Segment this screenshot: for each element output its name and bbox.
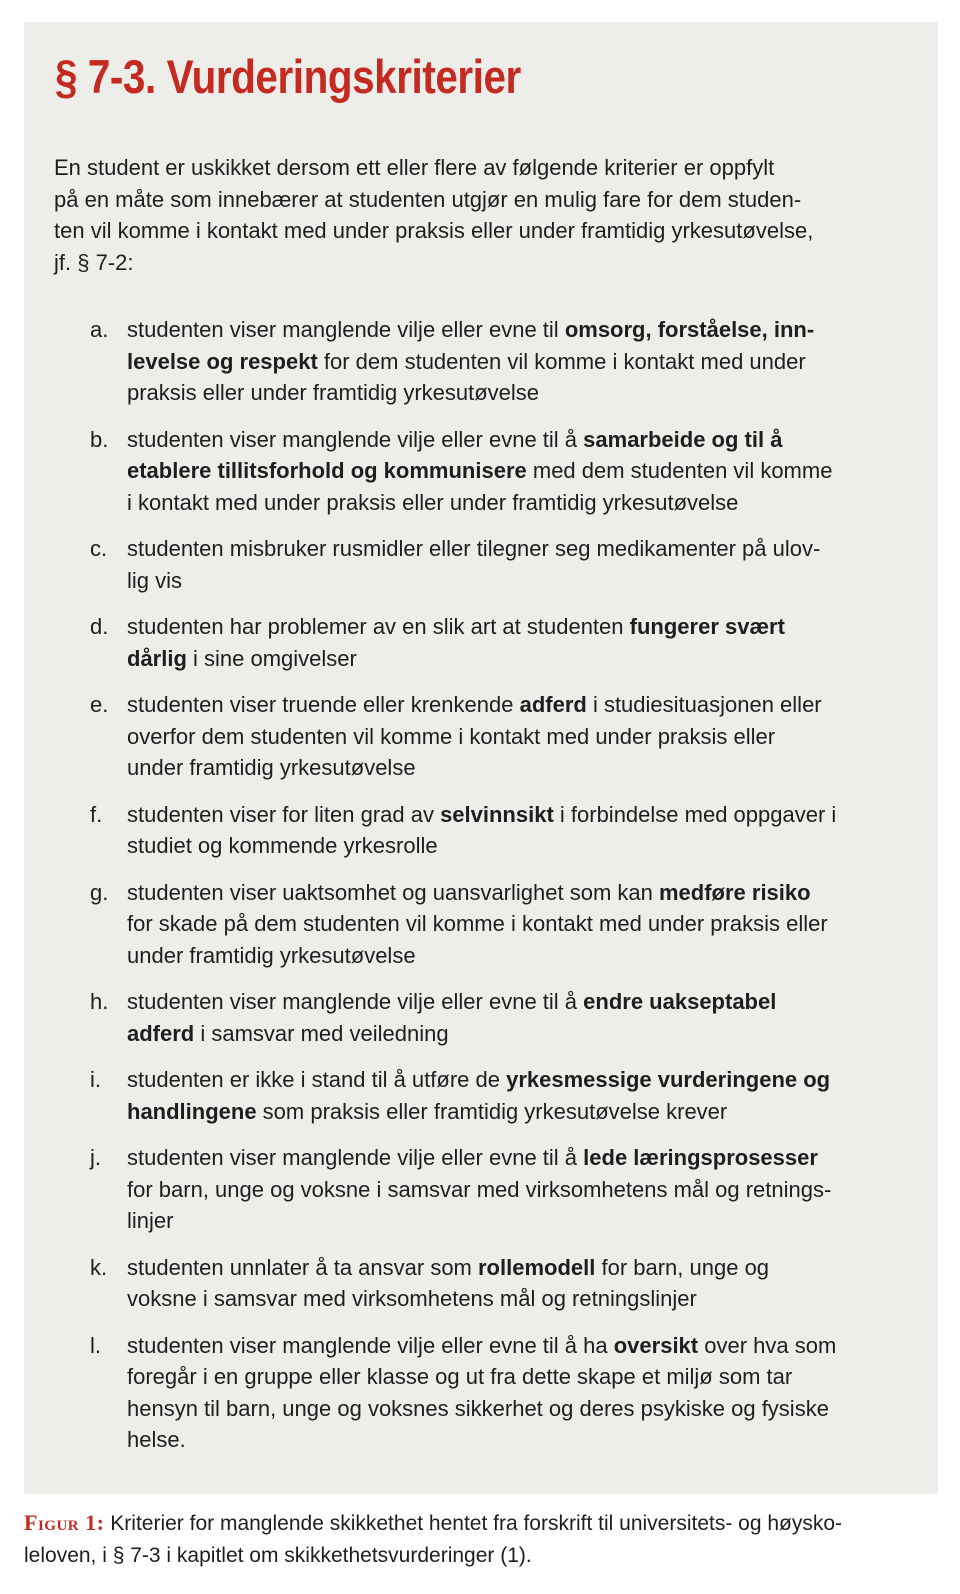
criteria-line bbox=[127, 1252, 930, 1284]
caption-line bbox=[24, 1507, 944, 1540]
criteria-line bbox=[127, 1064, 930, 1096]
caption-line: leloven, i § 7-3 i kapitlet om skikkethetsvurderinger (1). bbox=[24, 1543, 532, 1567]
criteria-item bbox=[90, 689, 930, 784]
criteria-line bbox=[127, 314, 930, 346]
criteria-text: studenten er ikke i stand til å utføre de bbox=[127, 1067, 507, 1092]
criteria-text: under framtidig yrkesutøvelse bbox=[127, 942, 416, 968]
criteria-text: med dem studenten vil komme bbox=[526, 458, 833, 483]
section-title: § 7-3. Vurderingskriterier bbox=[55, 50, 521, 103]
intro-line: på en måte som innebærer at studenten utgjør en mulig fare for dem studen- bbox=[54, 186, 802, 212]
criteria-item bbox=[90, 424, 930, 519]
criteria-text: praksis eller under framtidig yrkesutøvelse bbox=[127, 380, 540, 405]
criteria-text: hensyn til barn, unge og voksnes sikkerhet og deres psykiske og fysiske bbox=[127, 1395, 829, 1421]
criteria-keyword: endre uakseptabel bbox=[583, 989, 777, 1014]
figure-label: Figur 1: bbox=[24, 1510, 105, 1535]
criteria-item bbox=[90, 533, 930, 596]
criteria-text: studenten viser manglende vilje eller evne til å bbox=[127, 426, 584, 452]
criteria-item bbox=[90, 1064, 930, 1127]
criteria-marker: i. bbox=[90, 1067, 101, 1092]
criteria-marker: e. bbox=[90, 692, 109, 717]
caption-text: Kriterier for manglende skikkethet hentet fra forskrift til universitets- og høysko- bbox=[104, 1512, 843, 1535]
criteria-text: for dem studenten vil komme i kontakt med under bbox=[317, 348, 806, 374]
criteria-line bbox=[127, 986, 930, 1018]
criteria-text: for barn, unge og bbox=[595, 1254, 770, 1280]
criteria-line bbox=[127, 455, 930, 487]
criteria-text: i forbindelse med oppgaver i bbox=[553, 801, 837, 827]
criteria-marker: b. bbox=[90, 426, 109, 452]
criteria-item bbox=[90, 986, 930, 1049]
criteria-keyword: adferd bbox=[127, 1020, 195, 1046]
criteria-text: i kontakt med under praksis eller under framtidig yrkesutøvelse bbox=[127, 489, 739, 515]
criteria-keyword: selvinnsikt bbox=[440, 801, 554, 827]
criteria-keyword: fungerer svært bbox=[629, 614, 785, 639]
criteria-text: studenten viser manglende vilje eller evne til å bbox=[127, 1145, 584, 1170]
criteria-text: i samsvar med veiledning bbox=[194, 1020, 449, 1046]
criteria-box bbox=[24, 22, 938, 1494]
criteria-text: studenten viser manglende vilje eller evne til å ha bbox=[127, 1332, 614, 1358]
criteria-keyword: omsorg, forståelse, inn- bbox=[564, 317, 815, 342]
criteria-keyword: dårlig bbox=[127, 645, 187, 671]
criteria-item bbox=[90, 314, 930, 409]
criteria-keyword: adferd bbox=[519, 692, 587, 717]
criteria-line bbox=[127, 1424, 930, 1456]
criteria-line bbox=[127, 1361, 930, 1393]
criteria-text: under framtidig yrkesutøvelse bbox=[127, 755, 416, 780]
criteria-keyword: oversikt bbox=[613, 1332, 699, 1358]
criteria-text: som praksis eller framtidig yrkesutøvelse krever bbox=[256, 1098, 728, 1124]
criteria-list bbox=[90, 314, 930, 1471]
criteria-text: over hva som bbox=[698, 1332, 837, 1358]
criteria-marker: c. bbox=[90, 536, 108, 561]
intro-line: En student er uskikket dersom ett eller flere av følgende kriterier er oppfylt bbox=[54, 155, 775, 180]
criteria-line bbox=[127, 1142, 930, 1174]
criteria-text: for barn, unge og voksne i samsvar med virksomhetens mål og retnings- bbox=[127, 1176, 832, 1202]
criteria-text: i studiesituasjonen eller bbox=[586, 692, 822, 717]
criteria-line bbox=[127, 1283, 930, 1315]
criteria-item bbox=[90, 877, 930, 972]
criteria-text: voksne i samsvar med virksomhetens mål og retningslinjer bbox=[127, 1286, 697, 1311]
criteria-line bbox=[127, 877, 930, 909]
criteria-line bbox=[127, 565, 930, 597]
criteria-keyword: rollemodell bbox=[478, 1254, 596, 1280]
criteria-line bbox=[127, 799, 930, 831]
criteria-line bbox=[127, 1096, 930, 1128]
criteria-line bbox=[127, 721, 930, 753]
intro-line: jf. § 7-2: bbox=[54, 249, 134, 275]
criteria-line bbox=[127, 377, 930, 409]
criteria-line bbox=[127, 689, 930, 721]
criteria-line bbox=[127, 487, 930, 519]
criteria-text: studenten unnlater å ta ansvar som bbox=[127, 1254, 478, 1280]
intro-paragraph bbox=[54, 152, 904, 278]
criteria-line bbox=[127, 1174, 930, 1206]
criteria-text: for skade på dem studenten vil komme i kontakt med under praksis eller bbox=[127, 911, 828, 936]
intro-line: ten vil komme i kontakt med under praksis eller under framtidig yrkesutøvelse, bbox=[54, 218, 814, 243]
criteria-text: studiet og kommende yrkesrolle bbox=[127, 833, 438, 858]
criteria-text: studenten misbruker rusmidler eller tilegner seg medikamenter på ulov- bbox=[127, 536, 821, 561]
criteria-text: studenten har problemer av en slik art at studenten bbox=[127, 614, 630, 639]
criteria-keyword: medføre risiko bbox=[658, 879, 811, 905]
criteria-line bbox=[127, 346, 930, 378]
criteria-line bbox=[127, 1330, 930, 1362]
criteria-line bbox=[127, 830, 930, 862]
criteria-marker: a. bbox=[90, 317, 109, 342]
criteria-text: studenten viser for liten grad av bbox=[127, 801, 441, 827]
criteria-line bbox=[127, 611, 930, 643]
criteria-text: overfor dem studenten vil komme i kontakt med under praksis eller bbox=[127, 723, 776, 749]
criteria-text: studenten viser manglende vilje eller evne til å bbox=[127, 989, 584, 1014]
criteria-text: foregår i en gruppe eller klasse og ut fra dette skape et miljø som tar bbox=[127, 1364, 793, 1389]
criteria-item bbox=[90, 1330, 930, 1456]
criteria-line bbox=[127, 643, 930, 675]
criteria-marker: h. bbox=[90, 989, 109, 1014]
criteria-keyword: yrkesmessige vurderingene og bbox=[506, 1067, 831, 1092]
criteria-keyword: samarbeide og til å bbox=[583, 426, 783, 452]
criteria-line bbox=[127, 752, 930, 784]
criteria-keyword: etablere tillitsforhold og kommunisere bbox=[127, 458, 527, 483]
criteria-text: helse. bbox=[127, 1427, 186, 1452]
criteria-line bbox=[127, 1205, 930, 1237]
criteria-marker: d. bbox=[90, 614, 109, 639]
criteria-marker: g. bbox=[90, 879, 109, 905]
criteria-marker: f. bbox=[90, 801, 103, 827]
criteria-item bbox=[90, 1142, 930, 1237]
criteria-text: i sine omgivelser bbox=[186, 645, 357, 671]
criteria-item bbox=[90, 611, 930, 674]
criteria-text: studenten viser truende eller krenkende bbox=[127, 692, 520, 717]
criteria-line bbox=[127, 940, 930, 972]
criteria-keyword: lede læringsprosesser bbox=[583, 1145, 818, 1170]
criteria-marker: l. bbox=[90, 1332, 101, 1358]
criteria-text: lig vis bbox=[127, 567, 183, 593]
criteria-line bbox=[127, 424, 930, 456]
criteria-line bbox=[127, 908, 930, 940]
figure-caption bbox=[24, 1507, 944, 1571]
criteria-text: linjer bbox=[127, 1208, 174, 1233]
criteria-line bbox=[127, 533, 930, 565]
criteria-keyword: handlingene bbox=[127, 1098, 257, 1124]
criteria-item bbox=[90, 1252, 930, 1315]
criteria-marker: k. bbox=[90, 1254, 108, 1280]
criteria-marker: j. bbox=[90, 1145, 101, 1170]
criteria-text: studenten viser manglende vilje eller evne til bbox=[127, 317, 565, 342]
criteria-keyword: levelse og respekt bbox=[127, 348, 318, 374]
criteria-item bbox=[90, 799, 930, 862]
criteria-text: studenten viser uaktsomhet og uansvarlighet som kan bbox=[127, 879, 659, 905]
criteria-line bbox=[127, 1018, 930, 1050]
criteria-line bbox=[127, 1393, 930, 1425]
